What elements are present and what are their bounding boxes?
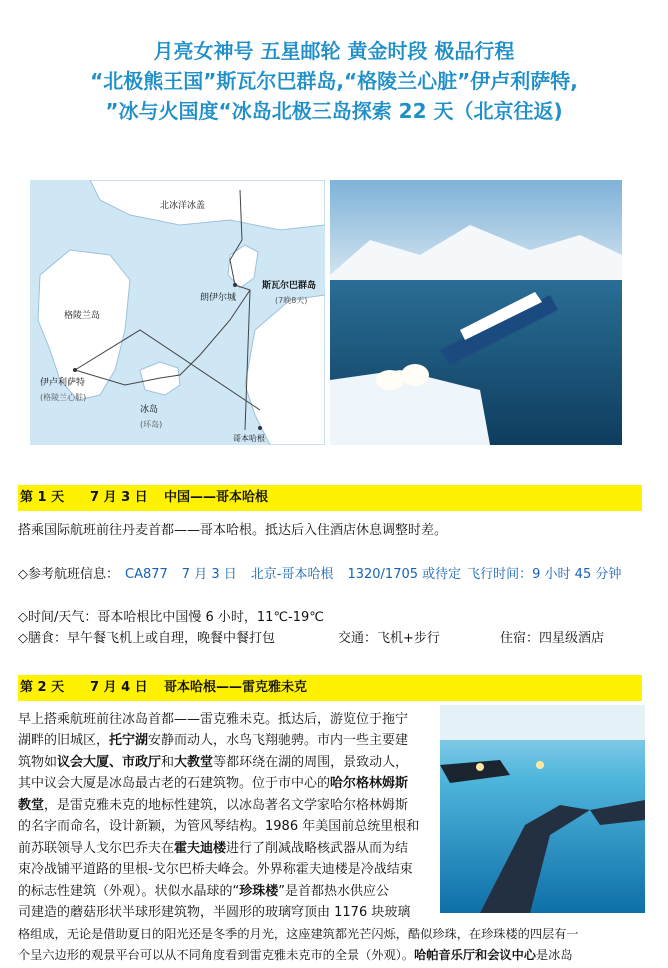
- map-label-longyearbyen: 朗伊尔城: [200, 293, 237, 303]
- day1-description: 搭乘国际航班前往丹麦首都——哥本哈根。抵达后入住酒店休息调整时差。: [18, 523, 448, 538]
- day1-number: 第 1 天: [20, 490, 65, 505]
- day2-line: 格组成，无论是借助夏日的阳光还是冬季的月光，这座建筑都光芒闪烁，酷似珍珠，在珍珠楼的四层有一: [18, 927, 579, 941]
- day2-number: 第 2 天: [20, 680, 65, 695]
- day2-line: 个呈六边形的观景平台可以从不同角度看到雷克雅未克市的全景（外观）。哈帕音乐厅和会议中心是冰岛: [18, 948, 573, 962]
- day2-line: 束冷战铺平道路的里根-戈尔巴桥夫峰会。外界称霍夫迪楼是冷战结束: [18, 862, 413, 877]
- day2-line: 司建造的蘑菇形状半球形建筑物，半圆形的玻璃穹顶由 1176 块玻璃: [18, 905, 411, 920]
- blue-lagoon-photo: [440, 705, 645, 913]
- map-label-svalbard-days: (7晚8天): [275, 296, 308, 305]
- day2-line: 筑物如议会大厦、市政厅和大教堂等都环绕在湖的周围，景致动人，: [18, 755, 409, 770]
- day1-route: 中国——哥本哈根: [164, 490, 269, 505]
- day2-line: 其中议会大厦是冰岛最古老的石建筑物。位于市中心的哈尔格林姆斯: [18, 776, 409, 791]
- day2-line: 教堂，是雷克雅未克的地标性建筑，以冰岛著名文学家哈尔格林姆斯: [18, 798, 409, 813]
- day1-weather: ◇时间/天气：哥本哈根比中国慢 6 小时，11℃-19℃: [18, 610, 324, 625]
- day2-date: 7 月 4 日: [90, 680, 148, 695]
- map-label-ilulissat-sub: (格陵兰心脏): [40, 393, 87, 402]
- day1-transport: 交通：飞机+步行: [338, 631, 440, 646]
- flight-duration: 飞行时间：9 小时 45 分钟: [467, 567, 622, 582]
- day2-line: 早上搭乘航班前往冰岛首都——雷克雅未克。抵达后，游览位于拖宁: [18, 712, 409, 727]
- day1-date: 7 月 3 日: [90, 490, 148, 505]
- day2-line: 前苏联领导人戈尔巴乔夫在霍夫迪楼进行了削减战略核武器从而为结: [18, 841, 409, 856]
- flight-time: 1320/1705 或待定: [347, 567, 462, 582]
- day2-line: 的名字而命名，设计新颖，为管风琴结构。1986 年美国前总统里根和: [18, 819, 420, 834]
- day1-meals: ◇膳食：早午餐飞机上或自理，晚餐中餐打包: [18, 631, 275, 646]
- flight-number: CA877: [125, 567, 168, 582]
- flight-route: 北京-哥本哈根: [250, 567, 334, 582]
- flight-date: 7 月 3 日: [181, 567, 237, 582]
- map-label-arctic: 北冰洋冰盖: [160, 201, 206, 211]
- day2-line: 的标志性建筑（外观）。状似水晶球的“珍珠楼”是首都热水供应公: [18, 884, 390, 899]
- page-title-line3: ”冰与火国度“冰岛北极三岛探索 22 天（北京往返): [105, 99, 563, 123]
- day2-header: [18, 675, 642, 701]
- map-label-greenland: 格陵兰岛: [64, 311, 101, 321]
- flight-label: ◇参考航班信息：: [18, 567, 119, 582]
- map-label-iceland: 冰岛: [140, 405, 159, 415]
- day1-flight-info: [18, 566, 621, 583]
- day1-header: [18, 485, 642, 511]
- map-label-iceland-sub: (环岛): [140, 420, 163, 429]
- page-title-line2: “北极熊王国”斯瓦尔巴群岛,“格陵兰心脏”伊卢利萨特,: [90, 69, 578, 93]
- day1-hotel: 住宿：四星级酒店: [500, 631, 605, 646]
- map-label-copenhagen: 哥本哈根: [233, 434, 265, 443]
- map-label-svalbard: 斯瓦尔巴群岛: [262, 281, 317, 291]
- map-label-ilulissat: 伊卢利萨特: [40, 378, 86, 388]
- day2-route: 哥本哈根——雷克雅未克: [164, 680, 308, 695]
- cruise-ship-photo: [330, 180, 622, 445]
- page-title-line1: 月亮女神号 五星邮轮 黄金时段 极品行程: [153, 39, 515, 63]
- day2-line: 湖畔的旧城区，托宁湖安静而动人，水鸟飞翔驰骋。市内一些主要建: [18, 733, 409, 748]
- route-map: [30, 180, 325, 445]
